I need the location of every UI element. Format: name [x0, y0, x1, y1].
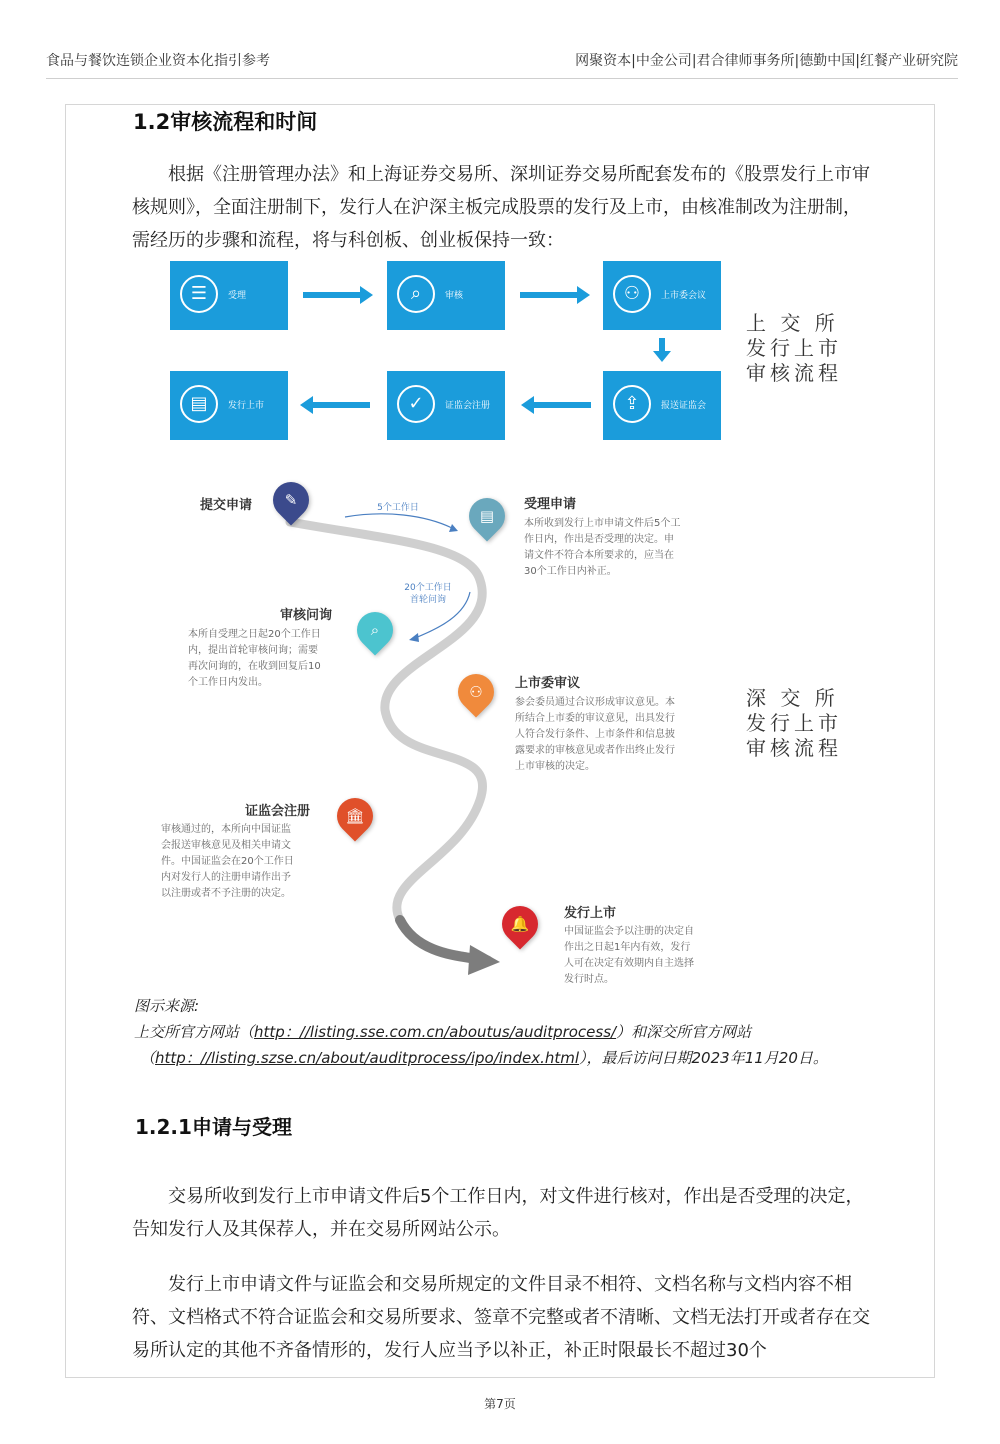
sse-step-label: 上市委会议	[661, 291, 707, 301]
document-check-icon: ▤	[479, 507, 495, 525]
desc-line: 个工作日内发出。	[188, 677, 268, 688]
subsection-paragraph-2: 发行上市申请文件与证监会和交易所规定的文件目录不相符、文档名称与文档内容不相符、文档格式不符合证监会和交易所要求、签章不完整或者不清晰、文档无法打开或者存在交易所认定的其他不齐备情形的，发行人应当予以补正，补正时限最长不超过30个	[132, 1274, 870, 1361]
szse-link[interactable]: http：//listing.szse.cn/about/auditprocess/ipo/index.html	[155, 1049, 580, 1067]
step-accept-title: 受理申请	[524, 497, 577, 512]
desc-line: 发行时点。	[564, 974, 614, 985]
desc-line: 件。中国证监会在20个工作日	[161, 856, 294, 867]
szse-caption	[746, 686, 842, 761]
step-committee-title: 上市委审议	[515, 676, 581, 691]
sse-step-label: 证监会注册	[445, 401, 491, 411]
winding-path-shade	[400, 920, 470, 958]
desc-line: 以注册或者不予注册的决定。	[161, 888, 291, 899]
step-csrc-title: 证监会注册	[245, 804, 311, 819]
page-number: 第7页	[484, 1397, 516, 1411]
desc-line: 30个工作日内补正。	[524, 566, 617, 577]
edit-icon: ✎	[284, 491, 298, 509]
desc-line: 本所自受理之日起20个工作日	[188, 629, 321, 640]
desc-line: 请文件不符合本所要求的，应当在	[524, 550, 674, 561]
subsection-paragraph-1: 交易所收到发行上市申请文件后5个工作日内，对文件进行核对，作出是否受理的决定，告知发行人及其保荐人，并在交易所网站公示。	[132, 1186, 864, 1240]
people-icon: ⚇	[613, 275, 651, 313]
bank-icon: 🏛	[345, 807, 365, 825]
desc-line: 上市审核的决定。	[515, 761, 595, 772]
step-listing-title: 发行上市	[564, 906, 617, 921]
caption-line: 审核流程	[746, 361, 842, 385]
upload-icon: ⇪	[613, 385, 651, 423]
note-first-inquiry: 首轮问询	[409, 595, 446, 605]
caption-line: 审核流程	[746, 736, 842, 760]
desc-line: 内对发行人的注册申请作出予	[161, 872, 291, 883]
header-left: 食品与餐饮连锁企业资本化指引参考	[46, 53, 270, 69]
source-line-2	[134, 1019, 751, 1045]
desc-line: 会报送审核意见及相关申请文	[161, 840, 291, 851]
chart-icon: ▤	[180, 385, 218, 423]
step-submit-title: 提交申请	[200, 498, 253, 513]
step-accept-desc	[524, 516, 680, 580]
sse-step-label: 受理	[228, 291, 247, 301]
document-icon: ☰	[180, 275, 218, 313]
bell-icon: 🔔	[510, 915, 530, 933]
desc-line: 本所收到发行上市申请文件后5个工	[524, 518, 681, 529]
curve-arrowhead-1	[449, 524, 458, 532]
winding-path	[290, 522, 488, 960]
desc-line: 参会委员通过合议形成审议意见。本	[515, 697, 675, 708]
desc-line: 中国证监会予以注册的决定自	[564, 926, 694, 937]
source-line-3	[140, 1045, 828, 1071]
path-arrowhead	[468, 945, 500, 975]
desc-line: 审核通过的，本所向中国证监	[161, 824, 291, 835]
step-inquiry-desc	[188, 627, 321, 691]
step-inquiry-title: 审核问询	[280, 608, 333, 623]
desc-line: 再次问询的，在收到回复后10	[188, 661, 321, 672]
sse-step-label: 发行上市	[228, 401, 265, 411]
source-label: 图示来源:	[134, 997, 200, 1015]
source-text: ）和深交所官方网站	[616, 1023, 752, 1041]
sse-step-label: 报送证监会	[661, 401, 707, 411]
step-csrc-desc	[161, 822, 294, 902]
search-document-icon: ⌕	[370, 621, 380, 639]
subsection-title: 1.2.1申请与受理	[135, 1115, 292, 1139]
sse-step-label: 审核	[445, 291, 464, 301]
magnifier-icon: ⌕	[397, 275, 435, 313]
desc-line: 所结合上市委的审议意见，出具发行	[515, 713, 675, 724]
desc-line: 人符合发行条件、上市条件和信息披	[515, 729, 675, 740]
committee-pin	[451, 667, 502, 718]
accept-pin	[462, 491, 513, 542]
source-text: ），最后访问日期2023年11月20日。	[579, 1049, 828, 1067]
desc-line: 内，提出首轮审核问询；需要	[188, 645, 318, 656]
intro-paragraph: 根据《注册管理办法》和上海证券交易所、深圳证券交易所配套发布的《股票发行上市审核规则》，全面注册制下，发行人在沪深主板完成股票的发行及上市，由核准制改为注册制，需经历的步骤和流程，将与科创板、创业板保持一致：	[132, 164, 870, 251]
listing-pin	[495, 899, 546, 950]
desc-line: 作日内，作出是否受理的决定。申	[524, 534, 674, 545]
source-text: 上交所官方网站（	[134, 1023, 255, 1041]
curve-arrowhead-2	[409, 633, 419, 642]
people-icon: ⚇	[469, 683, 483, 701]
step-listing-desc	[564, 924, 694, 988]
submit-pin	[266, 475, 317, 526]
caption-line: 发行上市	[746, 336, 842, 360]
step-committee-desc	[515, 695, 675, 775]
sse-link[interactable]: http：//listing.sse.com.cn/aboutus/auditprocess/	[254, 1023, 617, 1041]
inquiry-pin	[350, 605, 401, 656]
note-20-days: 20个工作日	[404, 583, 452, 593]
note-5-days: 5个工作日	[377, 503, 419, 513]
check-document-icon: ✓	[397, 385, 435, 423]
caption-line: 上 交 所	[746, 311, 839, 335]
desc-line: 作出之日起1年内有效，发行	[564, 942, 691, 953]
section-title: 1.2审核流程和时间	[133, 110, 318, 134]
csrc-pin	[330, 791, 381, 842]
curve-arrow-1	[345, 514, 452, 528]
caption-line: 发行上市	[746, 711, 842, 735]
header-right: 网聚资本|中金公司|君合律师事务所|德勤中国|红餐产业研究院	[575, 53, 958, 69]
desc-line: 人可在决定有效期内自主选择	[564, 958, 694, 969]
source-text: （	[140, 1049, 156, 1067]
caption-line: 深 交 所	[746, 686, 839, 710]
desc-line: 露要求的审核意见或者作出终止发行	[515, 745, 675, 756]
